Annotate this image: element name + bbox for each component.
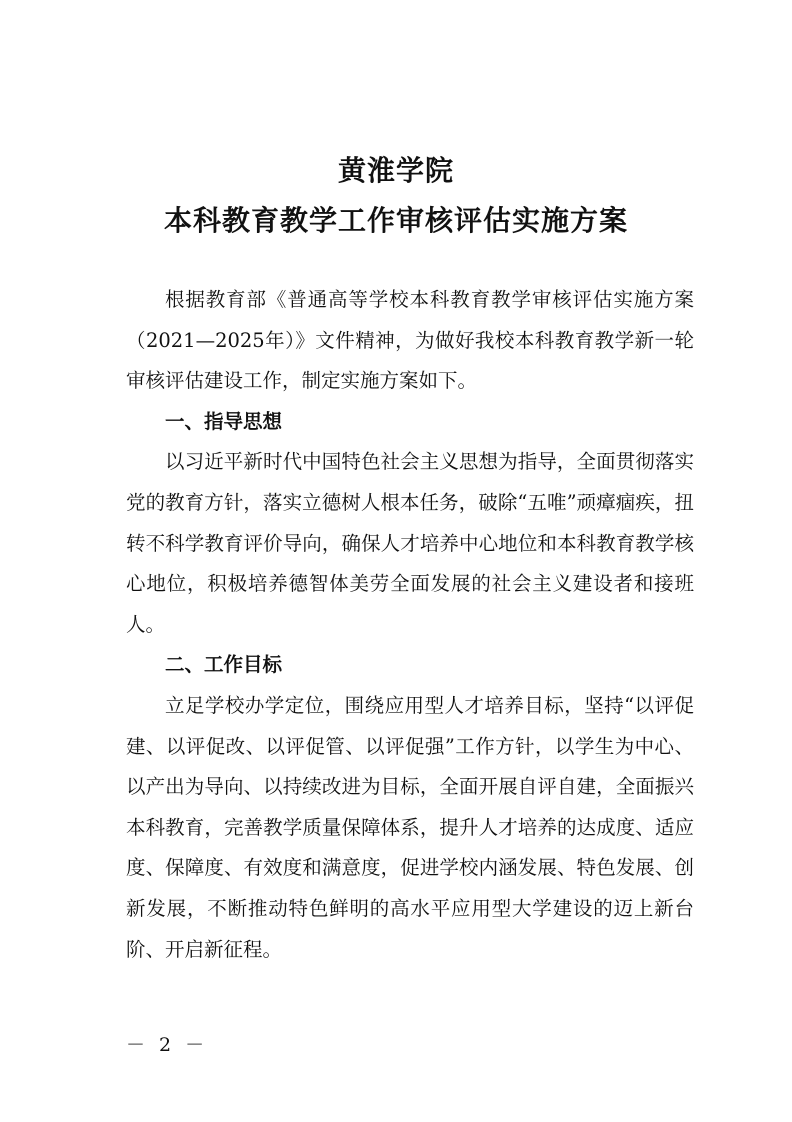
document-body	[126, 280, 694, 970]
title-institution: 黄淮学院	[337, 154, 454, 187]
section-heading-work-goals: 二、工作目标	[165, 653, 283, 677]
document-title	[0, 146, 792, 246]
page-number: － 2 －	[126, 1034, 209, 1056]
intro-paragraph: 根据教育部《普通高等学校本科教育教学审核评估实施方案（2021—2025年）》文件精神，为做好我校本科教育教学新一轮审核评估建设工作，制定实施方案如下。	[126, 288, 694, 393]
title-plan: 本科教育教学工作审核评估实施方案	[163, 204, 628, 237]
section-body-guiding-ideology: 以习近平新时代中国特色社会主义思想为指导，全面贯彻落实党的教育方针，落实立德树人根本任务，破除“五唯”顽瘴痼疾，扭转不科学教育评价导向，确保人才培养中心地位和本科教育教学核心地位，积极培养德智体美劳全面发展的社会主义建设者和接班人。	[126, 450, 694, 636]
section-heading-guiding-ideology: 一、指导思想	[165, 409, 283, 433]
section-body-work-goals: 立足学校办学定位，围绕应用型人才培养目标，坚持“以评促建、以评促改、以评促管、以评促强”工作方针，以学生为中心、以产出为导向、以持续改进为目标，全面开展自评自建，全面振兴本科教育，完善教学质量保障体系，提升人才培养的达成度、适应度、保障度、有效度和满意度，促进学校内涵发展、特色发展、创新发展，不断推动特色鲜明的高水平应用型大学建设的迈上新台阶、开启新征程。	[126, 693, 694, 961]
